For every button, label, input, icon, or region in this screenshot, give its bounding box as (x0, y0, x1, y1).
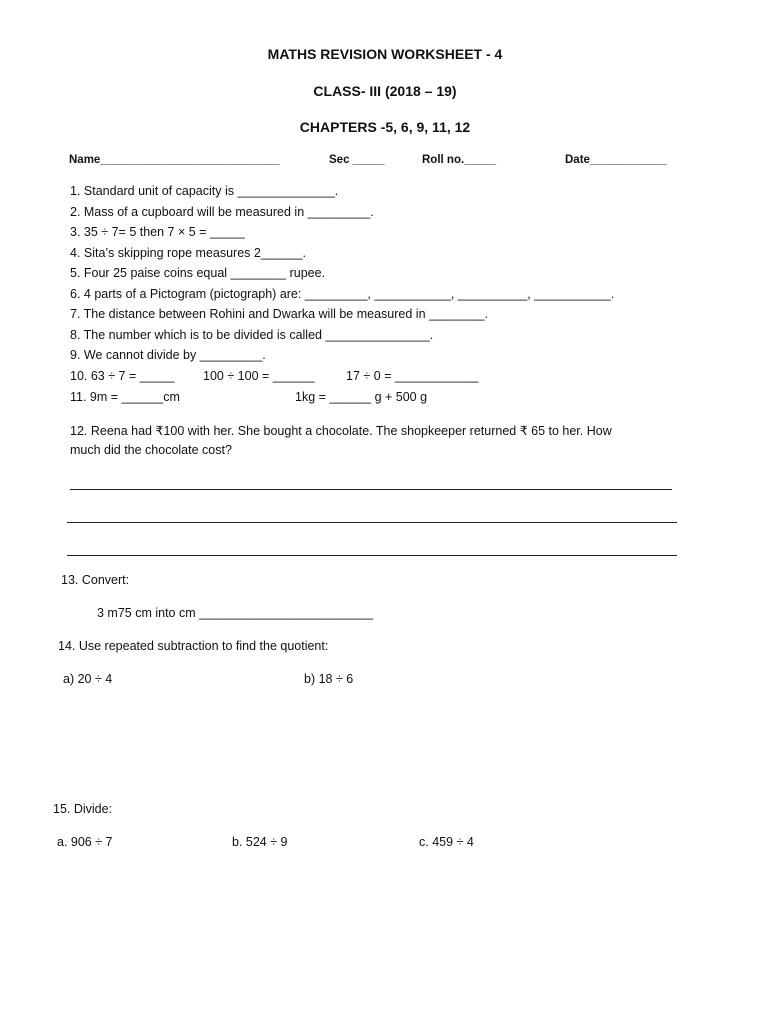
question-10a: 10. 63 ÷ 7 = _____ (70, 369, 175, 383)
question-14b: b) 18 ÷ 6 (304, 672, 354, 686)
question-3: 3. 35 ÷ 7= 5 then 7 × 5 = _____ (70, 225, 245, 239)
answer-line (70, 489, 672, 490)
answer-line (67, 522, 677, 523)
date-field: Date____________ (565, 154, 667, 166)
question-14-label: 14. Use repeated subtraction to find the quotient: (58, 639, 329, 653)
question-15b: b. 524 ÷ 9 (232, 835, 288, 849)
name-field: Name____________________________ (69, 154, 280, 166)
question-12-line2: much did the chocolate cost? (70, 443, 232, 457)
answer-line (67, 555, 677, 556)
question-6: 6. 4 parts of a Pictogram (pictograph) are: _________, ___________, __________, ___________. (70, 287, 615, 301)
question-4: 4. Sita’s skipping rope measures 2______. (70, 246, 307, 260)
question-1: 1. Standard unit of capacity is ______________. (70, 184, 339, 198)
question-10c: 17 ÷ 0 = ____________ (346, 369, 479, 383)
question-11b: 1kg = ______ g + 500 g (295, 390, 428, 404)
question-13-label: 13. Convert: (61, 573, 130, 587)
roll-field: Roll no._____ (422, 154, 497, 166)
class-line: CLASS- III (2018 – 19) (313, 83, 457, 99)
question-9: 9. We cannot divide by _________. (70, 348, 266, 362)
question-7: 7. The distance between Rohini and Dwarka will be measured in ________. (70, 307, 489, 321)
question-10b: 100 ÷ 100 = ______ (203, 369, 315, 383)
question-15a: a. 906 ÷ 7 (57, 835, 113, 849)
question-12-line1: 12. Reena had ₹100 with her. She bought a chocolate. The shopkeeper returned ₹ 65 to her. How (70, 424, 612, 438)
sec-field: Sec _____ (329, 154, 385, 166)
question-11a: 11. 9m = ______cm (70, 390, 180, 404)
chapters-line: CHAPTERS -5, 6, 9, 11, 12 (299, 119, 471, 135)
question-8: 8. The number which is to be divided is called _______________. (70, 328, 434, 342)
worksheet-title: MATHS REVISION WORKSHEET - 4 (267, 46, 503, 62)
question-15-label: 15. Divide: (53, 802, 113, 816)
question-13-item: 3 m75 cm into cm _________________________ (97, 606, 373, 620)
question-5: 5. Four 25 paise coins equal ________ rupee. (70, 266, 326, 280)
question-15c: c. 459 ÷ 4 (419, 835, 474, 849)
question-2: 2. Mass of a cupboard will be measured in _________. (70, 205, 374, 219)
question-14a: a) 20 ÷ 4 (63, 672, 113, 686)
